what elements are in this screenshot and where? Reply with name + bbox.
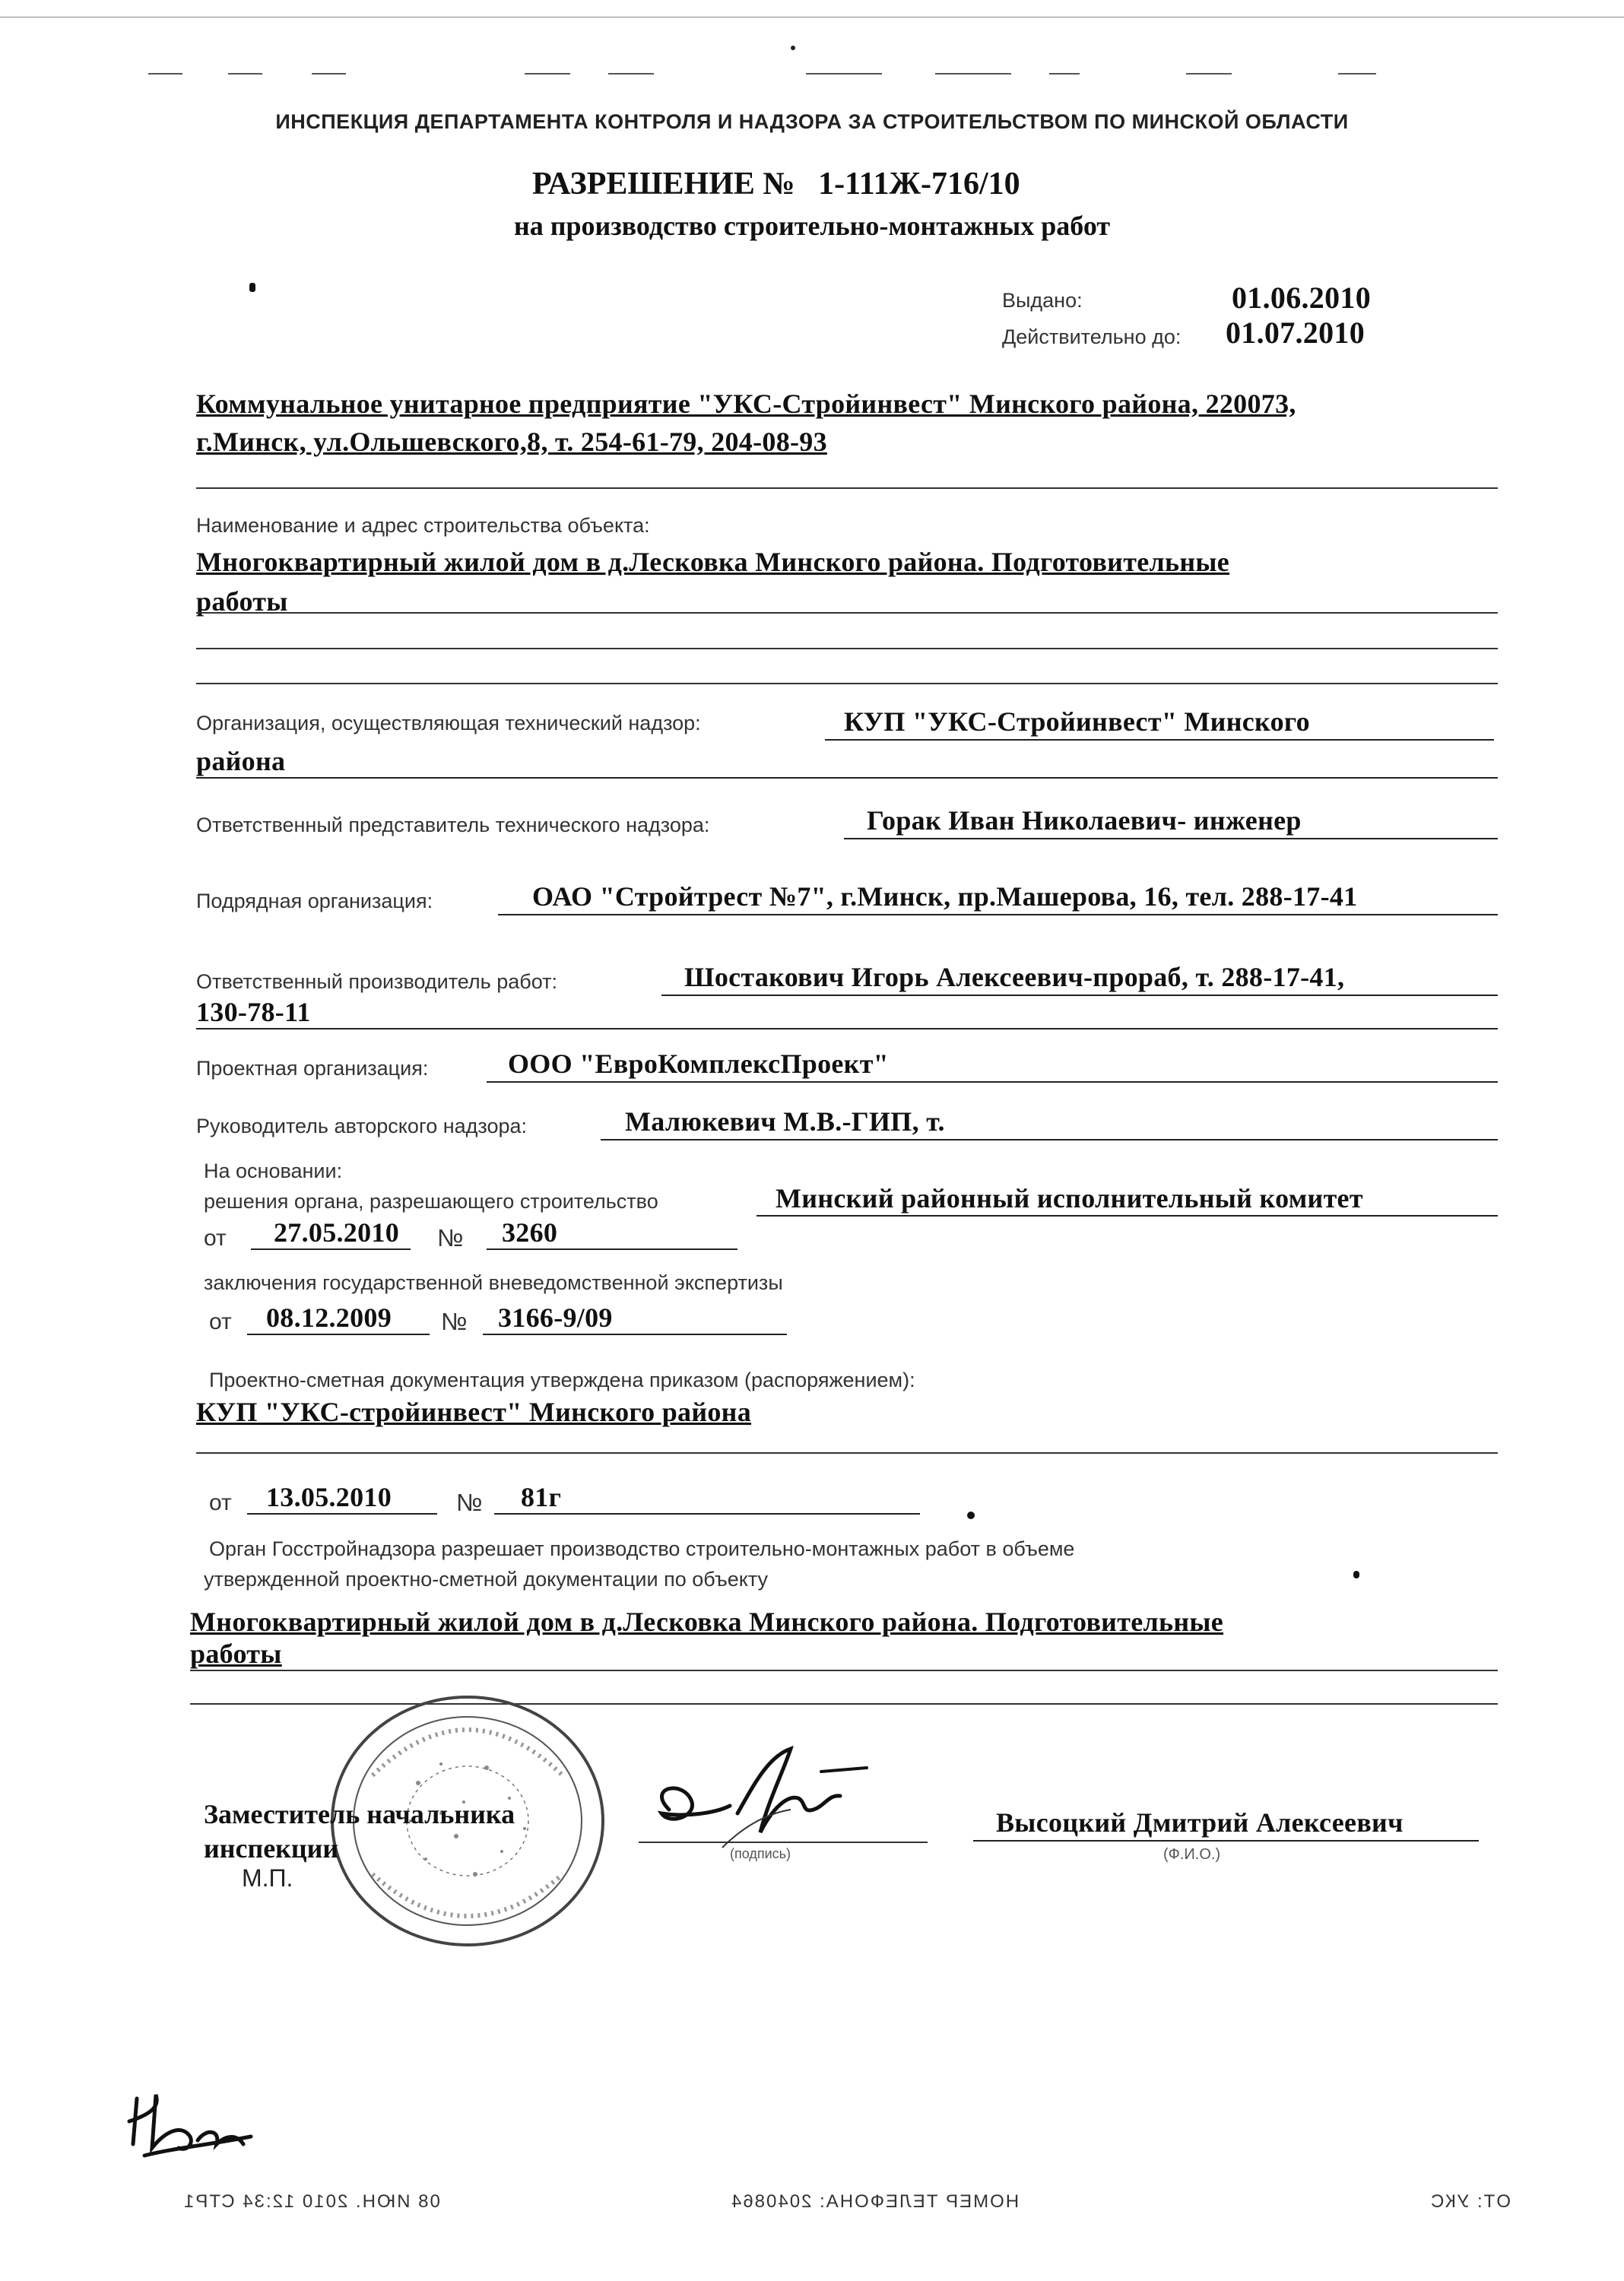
permit-number: 1-111Ж-716/10: [818, 167, 1020, 201]
tech-supervision-label: Организация, осуществляющая технический надзор:: [196, 712, 701, 734]
expertise-label: заключения государственной вневедомственной экспертизы: [204, 1271, 783, 1294]
fill-line: [756, 1215, 1498, 1217]
permit-subtitle: на производство строительно-монтажных работ: [513, 211, 1111, 241]
decision-label: решения органа, разрешающего строительство: [204, 1190, 658, 1213]
fill-line: [661, 995, 1498, 996]
signer-name: Высоцкий Дмитрий Алексеевич: [996, 1807, 1404, 1838]
permission-text-2: утвержденной проектно-сметной документации по объекту: [204, 1568, 768, 1591]
fill-line: [483, 1334, 787, 1335]
blank-line: [190, 1670, 1498, 1671]
blank-line: [196, 612, 1498, 614]
permit-heading: [532, 166, 1020, 202]
scan-speck: [249, 283, 255, 292]
fill-line: [487, 1248, 737, 1250]
contractor-label: Подрядная организация:: [196, 890, 433, 912]
permission-text-1: Орган Госстройнадзора разрешает производство строительно-монтажных работ в объеме: [209, 1537, 1075, 1560]
valid-date: 01.07.2010: [1226, 316, 1365, 350]
author-supervision-label: Руководитель авторского надзора:: [196, 1115, 528, 1137]
permission-object-2: работы: [190, 1639, 282, 1669]
handwritten-signature: [639, 1741, 897, 1855]
psd-ot: от: [209, 1490, 232, 1515]
works-manager-value-1: Шостакович Игорь Алексеевич-прораб, т. 288-17-41,: [684, 962, 1345, 992]
permission-object-1: Многоквартирный жилой дом в д.Лесковка Минского района. Подготовительные: [190, 1607, 1224, 1637]
psd-no-sign: №: [456, 1489, 483, 1516]
fax-footer-middle: НОМЕР ТЕЛЕФОНА: 2040864: [730, 2191, 1020, 2212]
scan-dash: [228, 73, 262, 75]
tech-rep-value: Горак Иван Николаевич- инженер: [867, 805, 1302, 836]
signature-line: [639, 1842, 928, 1843]
basis-label: На основании:: [204, 1160, 343, 1182]
fill-line: [196, 777, 1498, 779]
valid-label: Действительно до:: [1002, 325, 1182, 348]
author-supervision-value: Малюкевич М.В.-ГИП, т.: [625, 1106, 945, 1137]
design-org-value: ООО "ЕвроКомплексПроект": [508, 1048, 889, 1079]
blank-line: [196, 648, 1498, 649]
issued-label: Выдано:: [1002, 289, 1083, 312]
scan-dash: [1338, 73, 1376, 75]
permit-label: РАЗРЕШЕНИЕ №: [532, 167, 795, 201]
contractor-value: ОАО "Стройтрест №7", г.Минск, пр.Машерова, 16, тел. 288-17-41: [532, 881, 1358, 912]
fill-line: [494, 1513, 920, 1515]
fio-caption: (Ф.И.О.): [1163, 1846, 1221, 1863]
fill-line: [247, 1513, 437, 1515]
works-manager-label: Ответственный производитель работ:: [196, 970, 558, 993]
decision-authority: Минский районный исполнительный комитет: [776, 1183, 1363, 1213]
scan-dash: [1049, 73, 1080, 75]
fill-line: [601, 1139, 1498, 1140]
fill-line: [498, 914, 1498, 915]
customer-line-1: Коммунальное унитарное предприятие "УКС-Стройинвест" Минского района, 220073,: [196, 389, 1296, 419]
fill-line: [844, 838, 1498, 839]
blank-line: [196, 1452, 1498, 1454]
fill-line: [487, 1081, 1498, 1083]
scan-dash: [608, 73, 654, 75]
fax-footer-right: ОТ: УКС: [1429, 2191, 1511, 2212]
scan-dash: [148, 73, 182, 75]
scan-dash: [1186, 73, 1232, 75]
signature-caption: (подпись): [730, 1846, 791, 1861]
psd-order-number: 81г: [521, 1482, 562, 1512]
scan-dash: [312, 73, 346, 75]
works-manager-value-2: 130-78-11: [196, 997, 311, 1027]
fill-line: [196, 1028, 1498, 1029]
scan-speck: [967, 1512, 975, 1519]
fill-line: [247, 1334, 430, 1335]
decision-number: 3260: [502, 1217, 558, 1248]
blank-line: [196, 487, 1498, 489]
position-line-1: Заместитель начальника: [204, 1799, 515, 1829]
expertise-date: 08.12.2009: [266, 1302, 392, 1333]
position-line-2: инспекции: [204, 1833, 339, 1864]
decision-ot: от: [204, 1226, 227, 1251]
tech-supervision-value-1: КУП "УКС-Стройинвест" Минского: [844, 706, 1310, 737]
object-line-1: Многоквартирный жилой дом в д.Лесковка Минского района. Подготовительные: [196, 547, 1230, 577]
customer-line-2: г.Минск, ул.Ольшевского,8, т. 254-61-79, 204-08-93: [196, 427, 827, 457]
expertise-ot: от: [209, 1309, 232, 1334]
scan-dash: [525, 73, 570, 75]
fill-line: [251, 1248, 411, 1250]
scan-speck: [1353, 1571, 1359, 1578]
issued-date: 01.06.2010: [1232, 281, 1371, 315]
initials-scribble: [122, 2083, 259, 2167]
fax-footer-left: 08 ИЮН. 2010 12:34 СТР1: [182, 2191, 440, 2212]
design-org-label: Проектная организация:: [196, 1057, 429, 1080]
tech-rep-label: Ответственный представитель технического надзора:: [196, 814, 710, 836]
decision-no-sign: №: [437, 1224, 464, 1252]
scan-dash: [806, 73, 882, 75]
expertise-number: 3166-9/09: [498, 1302, 613, 1333]
decision-date: 27.05.2010: [274, 1217, 399, 1248]
blank-line: [196, 683, 1498, 684]
scan-dash: [935, 73, 1011, 75]
psd-label: Проектно-сметная документация утверждена приказом (распоряжением):: [209, 1369, 915, 1391]
fill-line: [825, 739, 1494, 741]
expertise-no-sign: №: [441, 1308, 468, 1335]
scan-speck: [791, 46, 795, 50]
object-line-2: работы: [196, 586, 288, 617]
psd-order-date: 13.05.2010: [266, 1482, 392, 1512]
psd-approver: КУП "УКС-стройинвест" Минского района: [196, 1397, 752, 1427]
fill-line: [973, 1840, 1479, 1842]
tech-supervision-value-2: района: [196, 746, 286, 776]
mp-label: М.П.: [242, 1864, 293, 1892]
object-label: Наименование и адрес строительства объекта:: [196, 514, 650, 537]
inspection-title: ИНСПЕКЦИЯ ДЕПАРТАМЕНТА КОНТРОЛЯ И НАДЗОРА ЗА СТРОИТЕЛЬСТВОМ ПО МИНСКОЙ ОБЛАСТИ: [275, 110, 1349, 133]
